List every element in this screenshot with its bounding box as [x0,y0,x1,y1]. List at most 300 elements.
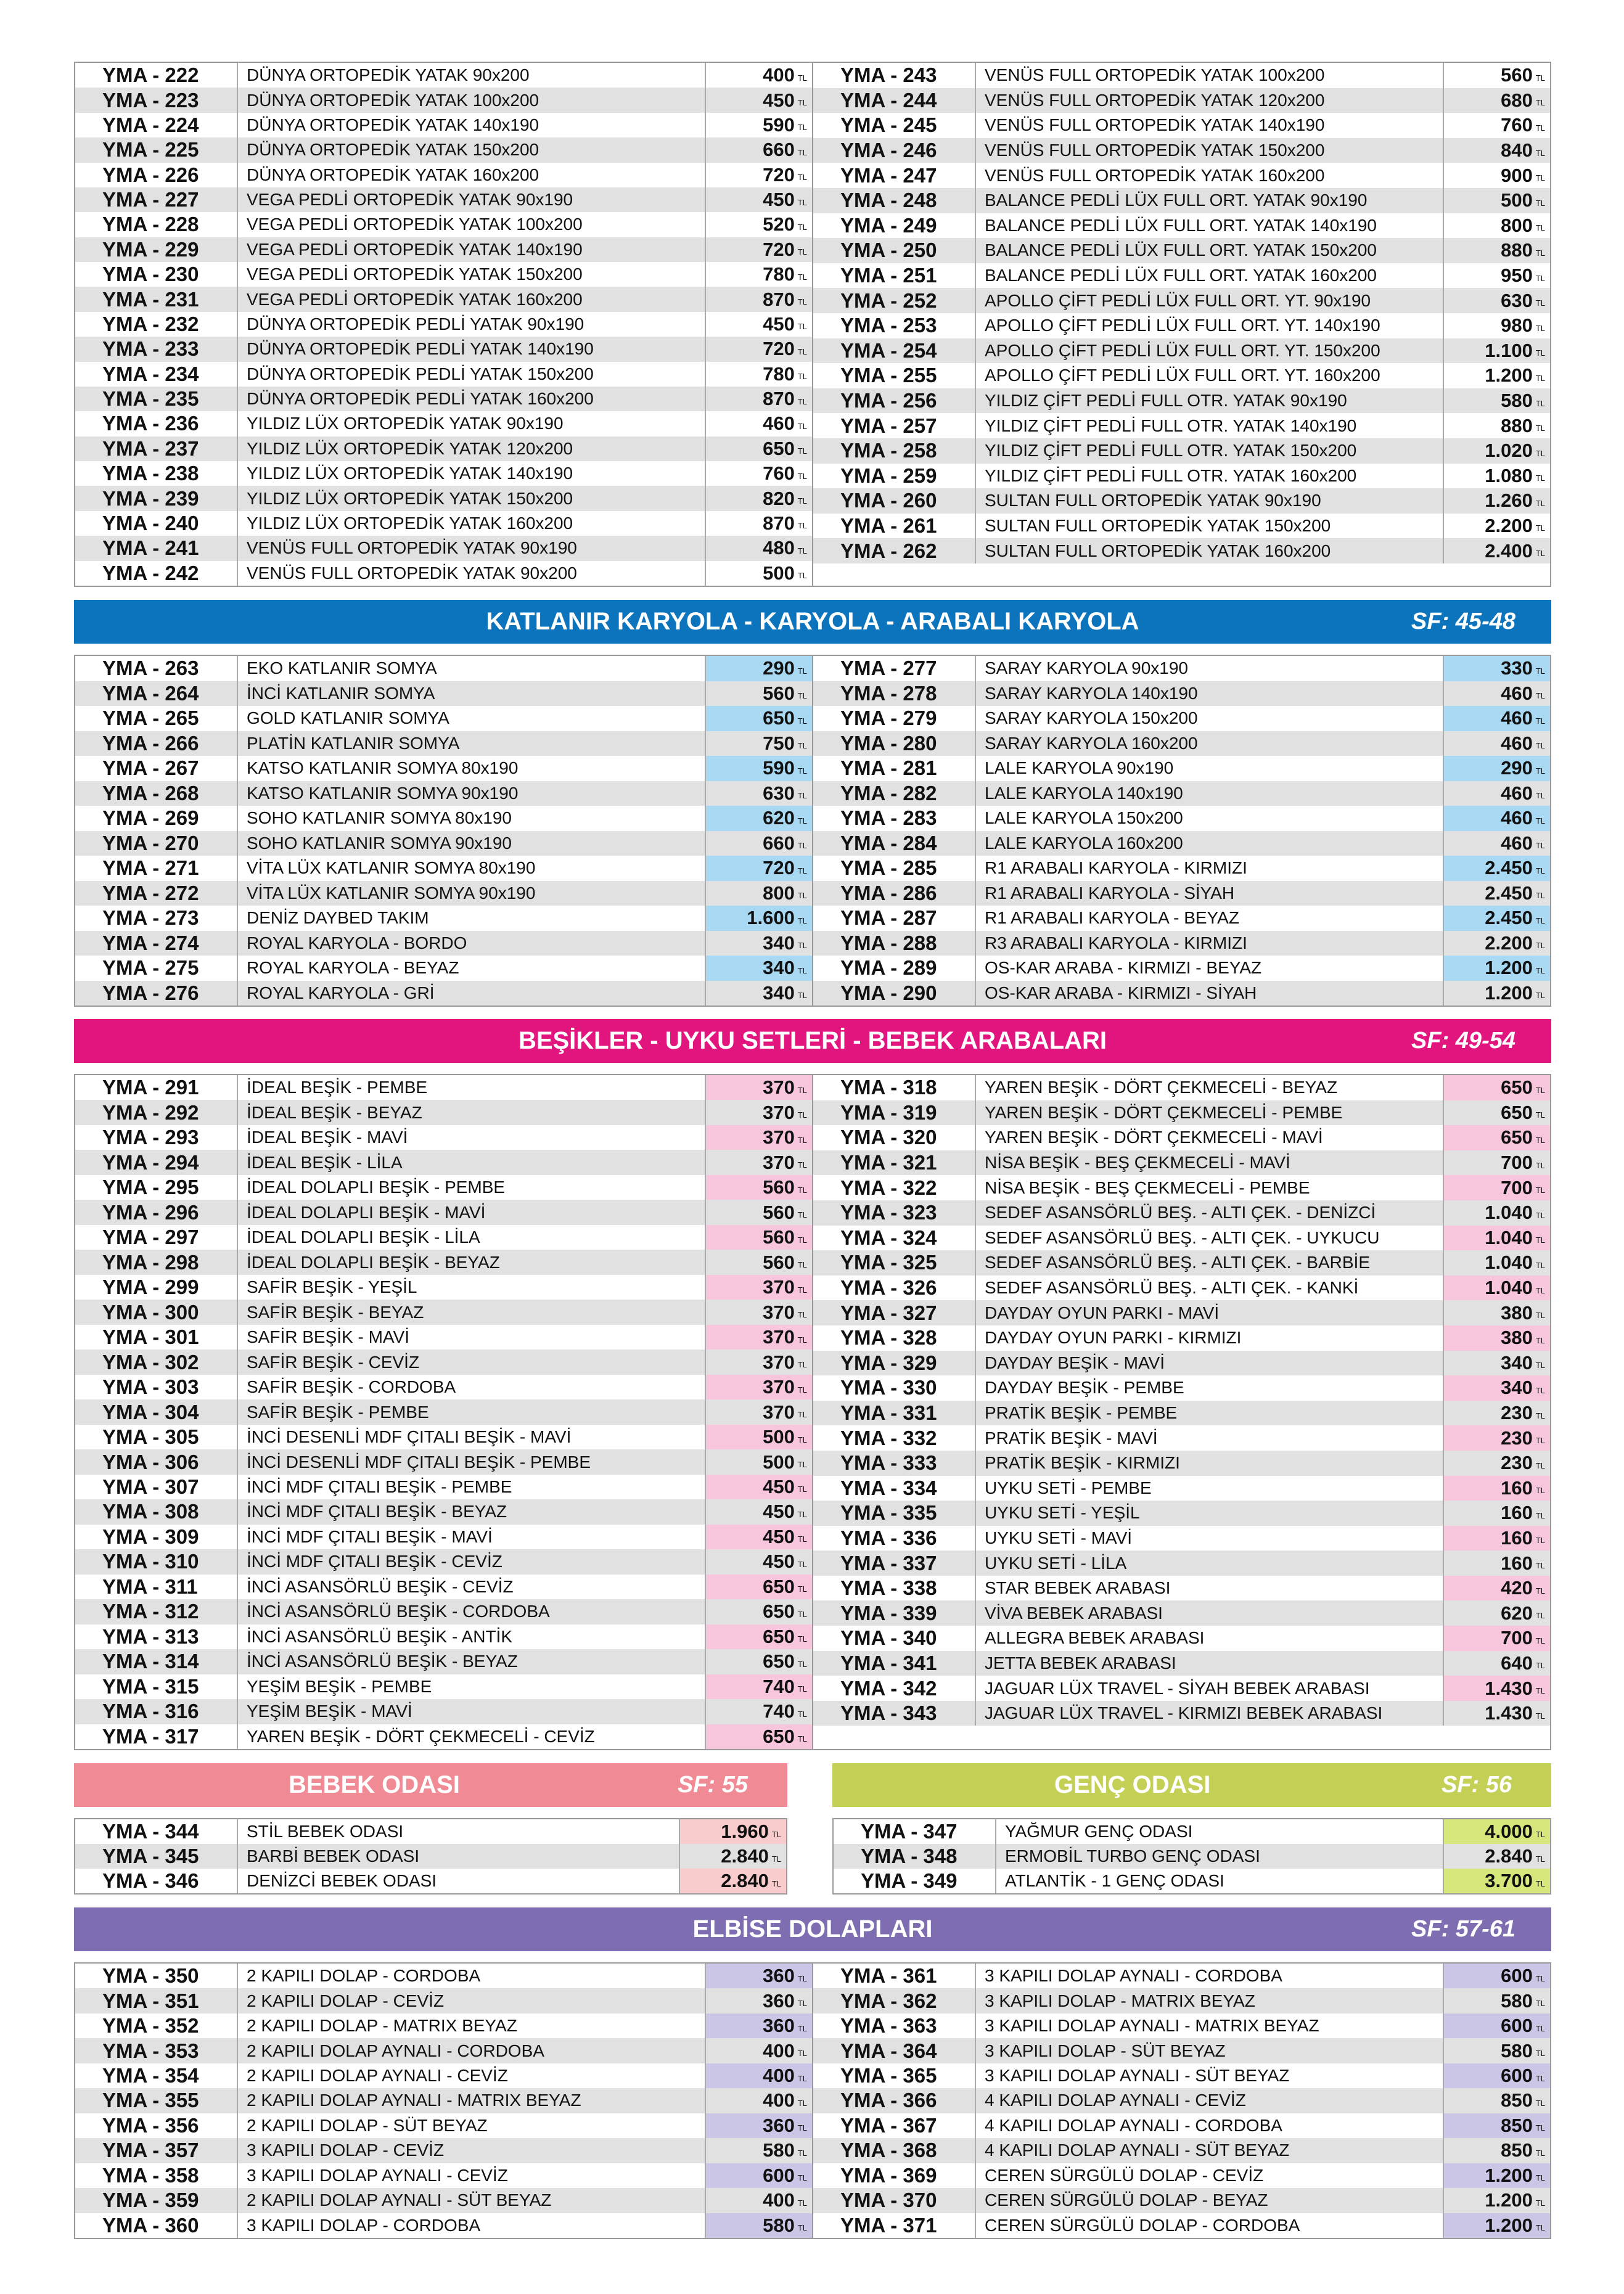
product-code: YMA - 252 [840,289,937,312]
table-row [813,1325,1550,1351]
price-value: 630 [763,782,795,804]
price-value: 800 [1501,214,1533,236]
product-name-text: SAFİR BEŞİK - PEMBE [247,1402,429,1422]
price-column-left [75,1964,812,2238]
table-row [75,1549,812,1574]
product-name [975,1425,1443,1451]
product-name [237,1100,705,1124]
table-row [75,1674,812,1699]
price-value: 2.840 [1485,1845,1533,1867]
price-value: 2.450 [1485,857,1533,879]
table-row [813,1226,1550,1251]
product-name [975,1351,1443,1376]
product-code: YMA - 232 [102,312,199,335]
product-name-text: SEDEF ASANSÖRLÜ BEŞ. - ALTI ÇEK. - UYKUCU [985,1227,1380,1247]
product-name [975,213,1443,239]
product-price [1443,213,1550,239]
currency-label: TL [797,73,807,83]
product-price [705,806,812,831]
product-name-text: İNCİ MDF ÇITALI BEŞİK - BEYAZ [247,1502,507,1522]
currency-label: TL [1535,1085,1545,1095]
table-row [75,1200,812,1224]
product-code: YMA - 302 [102,1350,199,1374]
product-code: YMA - 222 [102,63,199,87]
product-name-text: UYKU SETİ - PEMBE [985,1478,1152,1497]
product-name-text: DÜNYA ORTOPEDİK PEDLİ YATAK 150x200 [247,364,594,383]
table-row [813,906,1550,931]
product-name-text: YILDIZ ÇİFT PEDLİ FULL OTR. YATAK 150x200 [985,441,1357,461]
product-name [237,1350,705,1374]
currency-label: TL [1535,866,1545,875]
product-code: YMA - 356 [102,2113,199,2137]
currency-label: TL [797,571,807,581]
section-header-karyola [74,600,1551,644]
product-name [237,1449,705,1474]
price-value: 740 [763,1675,795,1697]
table-row [813,363,1550,388]
product-price [1443,1600,1550,1626]
product-name [975,388,1443,414]
section-header-besik [74,1019,1551,1063]
currency-label: TL [1535,1135,1545,1145]
currency-label: TL [797,123,807,133]
product-price [705,931,812,956]
table-row [75,2213,812,2238]
product-price [1443,464,1550,489]
product-code: YMA - 330 [840,1376,937,1399]
product-name [975,1701,1443,1726]
product-name [237,1844,679,1869]
product-code: YMA - 315 [102,1674,199,1698]
table-row [75,1699,812,1724]
table-row [75,511,812,536]
product-name-text: 4 KAPILI DOLAP AYNALI - SÜT BEYAZ [985,2140,1290,2160]
product-name [975,2163,1443,2188]
product-price [705,561,812,586]
table-row [813,2063,1550,2088]
product-name-text: ROYAL KARYOLA - GRİ [247,983,435,1002]
price-value: 450 [763,189,795,211]
product-name-text: PRATİK BEŞİK - MAVİ [985,1428,1158,1448]
product-price [1443,1988,1550,2013]
currency-label: TL [1535,98,1545,108]
section-title: ELBİSE DOLAPLARI [692,1915,933,1943]
product-name [975,238,1443,263]
price-value: 330 [1501,657,1533,679]
product-price [1443,1964,1550,1988]
product-name [975,2213,1443,2238]
product-name [237,881,705,906]
price-value: 720 [763,857,795,879]
price-value: 1.020 [1485,440,1533,462]
table-row [75,1819,786,1844]
currency-label: TL [797,691,807,701]
product-name [975,488,1443,514]
table-row [813,1351,1550,1376]
section-title: BEŞİKLER - UYKU SETLERİ - BEBEK ARABALARI [518,1027,1107,1054]
product-name-text: LALE KARYOLA 160x200 [985,833,1183,853]
currency-label: TL [1535,1854,1545,1864]
product-price [705,1325,812,1350]
product-price [705,1350,812,1374]
product-name-text: YAREN BEŞİK - DÖRT ÇEKMECELİ - MAVİ [985,1128,1323,1147]
table-row [813,931,1550,956]
table-row [75,1325,812,1350]
product-name [237,212,705,237]
currency-label: TL [797,1260,807,1270]
product-code: YMA - 357 [102,2139,199,2162]
product-name-text: DAYDAY BEŞİK - PEMBE [985,1378,1184,1398]
price-value: 620 [763,807,795,829]
table-row [75,1624,812,1649]
price-value: 560 [763,1201,795,1223]
product-name [237,656,705,681]
table-row [75,1475,812,1499]
product-name-text: YEŞİM BEŞİK - MAVİ [247,1702,412,1721]
product-price [705,137,812,162]
product-name [975,2088,1443,2113]
table-row [75,137,812,162]
product-name-text: DAYDAY BEŞİK - MAVİ [985,1353,1165,1372]
product-code: YMA - 250 [840,239,937,262]
currency-label: TL [797,197,807,207]
product-name [975,63,1443,88]
product-name [237,137,705,162]
currency-label: TL [1535,1486,1545,1496]
product-code: YMA - 295 [102,1176,199,1199]
product-code: YMA - 363 [840,2014,937,2038]
currency-label: TL [797,816,807,825]
product-code: YMA - 358 [102,2163,199,2187]
currency-label: TL [1535,691,1545,701]
product-name-text: SEDEF ASANSÖRLÜ BEŞ. - ALTI ÇEK. - BARBİE [985,1253,1370,1272]
currency-label: TL [1535,2023,1545,2033]
product-code: YMA - 260 [840,489,937,512]
price-value: 630 [1501,289,1533,311]
table-row [75,1350,812,1374]
price-value: 450 [763,1475,795,1497]
table-row [813,2013,1550,2038]
product-code: YMA - 311 [102,1575,198,1598]
product-name-text: İDEAL BEŞİK - BEYAZ [247,1102,422,1122]
product-code: YMA - 367 [840,2113,937,2137]
table-row [75,681,812,707]
product-code: YMA - 279 [840,707,937,730]
price-value: 700 [1501,1152,1533,1174]
product-name [237,1869,679,1893]
currency-label: TL [1535,766,1545,776]
product-code: YMA - 223 [102,88,199,112]
product-code: YMA - 254 [840,338,937,362]
currency-label: TL [1535,198,1545,208]
table-row [75,981,812,1006]
product-price [1443,263,1550,289]
product-name-text: YAREN BEŞİK - DÖRT ÇEKMECELİ - BEYAZ [985,1078,1338,1097]
section-page-ref: SF: 57-61 [1411,1916,1515,1942]
product-price [1443,1550,1550,1576]
product-price [705,956,812,981]
table-row [813,464,1550,489]
price-value: 850 [1501,2114,1533,2136]
price-value: 290 [763,657,795,679]
price-value: 360 [763,1989,795,2012]
product-code: YMA - 240 [102,511,199,535]
product-code: YMA - 249 [840,213,937,237]
product-code: YMA - 278 [840,681,937,705]
product-name [237,1575,705,1599]
product-name [237,1175,705,1200]
price-value: 340 [763,932,795,954]
product-name-text: İDEAL DOLAPLI BEŞİK - BEYAZ [247,1252,500,1272]
product-code: YMA - 365 [840,2064,937,2087]
table-row [75,806,812,831]
price-value: 520 [763,213,795,236]
product-price [1443,1476,1550,1501]
price-value: 1.960 [721,1821,769,1842]
price-value: 650 [763,437,795,459]
price-value: 1.040 [1485,1251,1533,1274]
product-code: YMA - 316 [102,1700,199,1723]
product-name [975,1100,1443,1126]
price-value: 460 [1501,807,1533,829]
product-name [975,1651,1443,1676]
table-row [75,63,812,88]
table-row [813,731,1550,756]
product-code: YMA - 241 [102,536,199,560]
currency-label: TL [797,791,807,801]
product-code: YMA - 261 [840,514,937,537]
product-name [237,1964,705,1988]
product-price [705,681,812,707]
currency-label: TL [1535,148,1545,158]
product-name-text: CEREN SÜRGÜLÜ DOLAP - CEVİZ [985,2165,1264,2185]
product-name [237,931,705,956]
product-name-text: VEGA PEDLİ ORTOPEDİK YATAK 160x200 [247,289,583,309]
product-code: YMA - 337 [840,1551,937,1575]
product-price [705,1399,812,1424]
currency-label: TL [1535,916,1545,925]
product-price [1443,1501,1550,1526]
product-price [705,981,812,1006]
product-code: YMA - 360 [102,2213,199,2237]
price-value: 780 [763,363,795,385]
table-row [813,2213,1550,2238]
product-price [705,1575,812,1599]
product-name [237,1150,705,1174]
product-name [237,2063,705,2088]
product-name-text: İNCİ ASANSÖRLÜ BEŞİK - CORDOBA [247,1602,550,1621]
table-row [813,1150,1550,1176]
table-row [75,1075,812,1100]
currency-label: TL [797,2073,807,2083]
product-name [975,1200,1443,1226]
currency-label: TL [797,965,807,975]
product-code: YMA - 243 [840,63,937,87]
product-price [705,731,812,756]
product-code: YMA - 336 [840,1526,937,1549]
table-row [75,1599,812,1624]
product-code: YMA - 286 [840,881,937,904]
product-name [237,113,705,137]
currency-label: TL [1535,1536,1545,1546]
product-name [237,906,705,931]
product-name [237,1375,705,1399]
currency-label: TL [797,1684,807,1694]
product-code: YMA - 288 [840,931,937,954]
product-code: YMA - 244 [840,88,937,112]
product-name [237,362,705,387]
currency-label: TL [1535,298,1545,308]
product-price [705,1988,812,2013]
table-row [75,287,812,311]
table-row [75,1250,812,1274]
price-column-left [75,1075,812,1749]
product-code: YMA - 344 [102,1820,199,1843]
product-code: YMA - 283 [840,806,937,830]
price-value: 2.200 [1485,514,1533,536]
product-price [1443,388,1550,414]
table-row [813,2163,1550,2188]
product-price [1443,288,1550,313]
product-name [975,956,1443,981]
product-price [1443,1626,1550,1651]
product-name [975,1451,1443,1476]
currency-label: TL [1535,791,1545,801]
product-code: YMA - 324 [840,1226,937,1249]
table-row [75,731,812,756]
product-name [975,413,1443,438]
product-price [1443,313,1550,338]
currency-label: TL [797,866,807,875]
price-value: 460 [1501,782,1533,804]
price-value: 400 [763,2039,795,2062]
product-name-text: STAR BEBEK ARABASI [985,1578,1171,1598]
currency-label: TL [1535,2198,1545,2208]
product-code: YMA - 320 [840,1126,937,1149]
product-price [705,163,812,187]
product-name-text: 2 KAPILI DOLAP - MATRIX BEYAZ [247,2016,517,2036]
table-row [813,1676,1550,1701]
currency-label: TL [797,2098,807,2108]
product-code: YMA - 256 [840,389,937,412]
currency-label: TL [797,1509,807,1519]
currency-label: TL [797,1085,807,1095]
product-price [1443,681,1550,707]
product-code: YMA - 227 [102,188,199,211]
product-price [1443,1100,1550,1126]
product-name-text: PRATİK BEŞİK - PEMBE [985,1403,1178,1423]
product-name-text: DÜNYA ORTOPEDİK PEDLİ YATAK 90x190 [247,314,584,334]
product-name-text: KATSO KATLANIR SOMYA 90x190 [247,783,519,803]
product-name [975,363,1443,388]
price-value: 160 [1501,1502,1533,1524]
product-price [1443,2163,1550,2188]
product-name-text: VEGA PEDLİ ORTOPEDİK YATAK 90x190 [247,190,573,210]
price-value: 370 [763,1126,795,1149]
product-name [237,1225,705,1250]
currency-label: TL [1535,2223,1545,2233]
product-price [1443,2138,1550,2163]
price-value: 650 [763,707,795,729]
product-code: YMA - 264 [102,681,199,705]
price-value: 340 [763,981,795,1004]
currency-label: TL [1535,1460,1545,1470]
table-row [75,2113,812,2138]
table-row [813,831,1550,856]
table-row [813,514,1550,539]
price-table-genc [832,1818,1551,1895]
price-table-bebek [74,1818,787,1895]
product-price [705,1175,812,1200]
price-value: 370 [763,1401,795,1423]
table-row [813,681,1550,707]
currency-label: TL [1535,223,1545,233]
product-code: YMA - 323 [840,1201,937,1224]
product-code: YMA - 343 [840,1702,937,1725]
product-name [237,2163,705,2188]
table-row [813,856,1550,881]
product-name-text: YILDIZ ÇİFT PEDLİ FULL OTR. YATAK 160x200 [985,465,1357,485]
currency-label: TL [771,1878,781,1888]
product-code: YMA - 341 [840,1651,937,1674]
product-name-text: VİVA BEBEK ARABASI [985,1603,1163,1623]
product-name-text: 2 KAPILI DOLAP AYNALI - SÜT BEYAZ [247,2190,552,2210]
currency-label: TL [1535,549,1545,559]
product-name-text: YAĞMUR GENÇ ODASI [1005,1822,1193,1841]
price-value: 480 [763,537,795,559]
price-value: 760 [763,462,795,485]
price-value: 360 [763,1965,795,1987]
product-price [705,486,812,510]
price-value: 560 [763,1176,795,1198]
product-name-text: CEREN SÜRGÜLÜ DOLAP - CORDOBA [985,2215,1300,2235]
table-row [813,1425,1550,1451]
product-code: YMA - 230 [102,263,199,286]
product-price [705,1375,812,1399]
product-name-text: UYKU SETİ - MAVİ [985,1528,1133,1547]
product-name [975,1401,1443,1426]
table-row [834,1819,1550,1844]
currency-label: TL [1535,1235,1545,1245]
product-name-text: LALE KARYOLA 90x190 [985,758,1174,778]
table-row [813,213,1550,239]
product-name-text: NİSA BEŞİK - BEŞ ÇEKMECELİ - MAVİ [985,1153,1290,1173]
price-value: 650 [763,1725,795,1747]
product-name-text: YEŞİM BEŞİK - PEMBE [247,1676,432,1696]
currency-label: TL [1535,816,1545,825]
product-price [705,461,812,486]
currency-label: TL [797,1609,807,1619]
product-price [705,511,812,536]
currency-label: TL [797,446,807,456]
price-column-right [812,1075,1550,1749]
product-price [1443,1844,1550,1869]
product-price [705,2088,812,2113]
product-price [705,831,812,856]
product-name-text: SAFİR BEŞİK - YEŞİL [247,1277,417,1297]
product-name [237,88,705,112]
product-name [237,856,705,881]
product-price [705,411,812,436]
product-price [705,2013,812,2038]
product-price [1443,88,1550,113]
price-value: 800 [763,882,795,904]
product-code: YMA - 317 [102,1724,199,1748]
product-name [975,781,1443,806]
product-name-text: STİL BEBEK ODASI [247,1822,404,1841]
product-code: YMA - 318 [840,1076,937,1099]
product-name [237,831,705,856]
